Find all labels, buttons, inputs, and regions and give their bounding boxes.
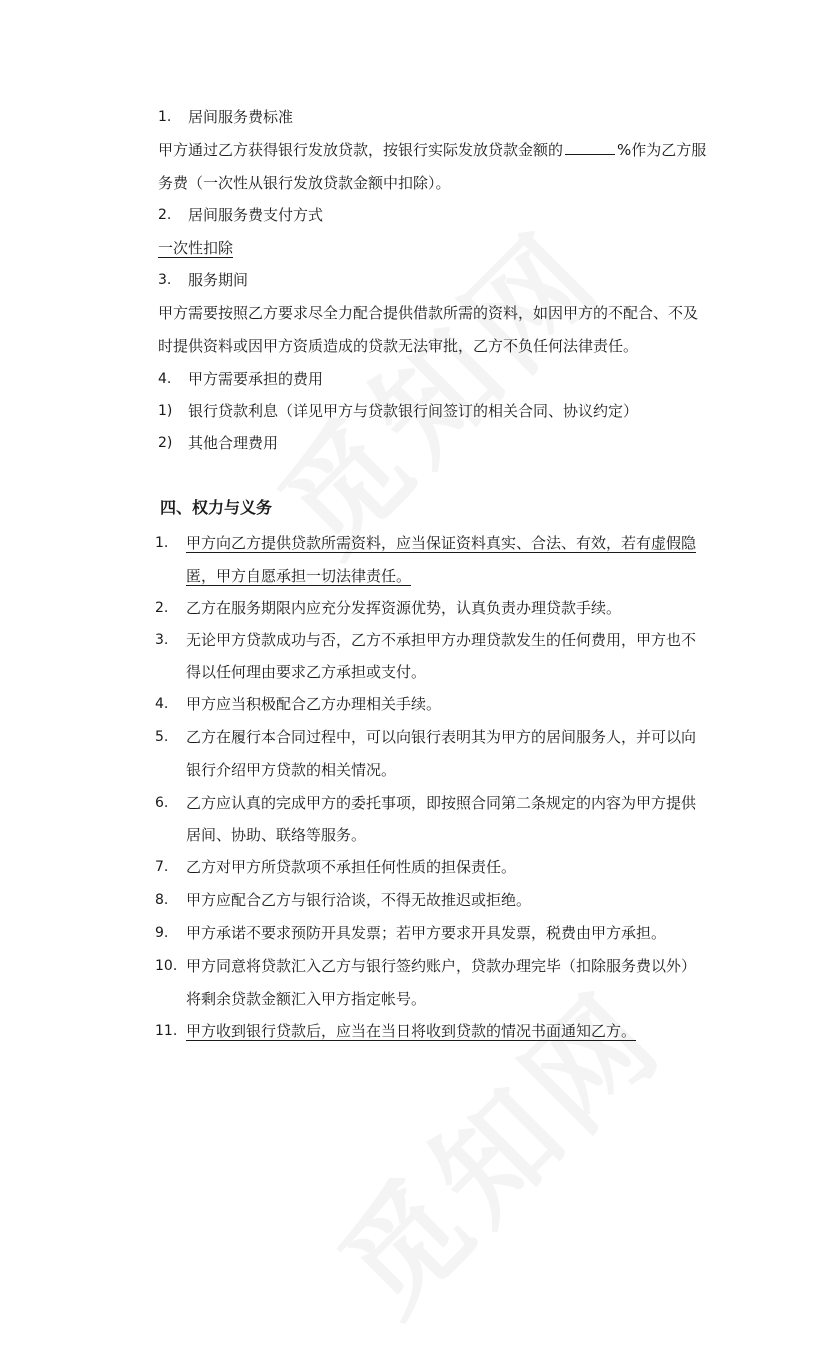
item-number: 2) bbox=[158, 435, 173, 451]
item-number: 5. bbox=[155, 729, 169, 745]
item-number: 1. bbox=[158, 109, 172, 125]
list-item: 得以任何理由要求乙方承担或支付。 bbox=[186, 663, 427, 681]
item-number: 8. bbox=[155, 892, 169, 908]
paragraph-line: 甲方通过乙方获得银行发放贷款，按银行实际发放贷款金额的 %作为乙方服 bbox=[158, 141, 707, 159]
payment-method: 一次性扣除 bbox=[158, 239, 234, 257]
list-item: 无论甲方贷款成功与否，乙方不承担甲方办理贷款发生的任何费用，甲方也不 bbox=[186, 631, 697, 649]
list-item: 乙方应认真的完成甲方的委托事项，即按照合同第二条规定的内容为甲方提供 bbox=[186, 794, 697, 812]
list-item: 乙方在服务期限内应充分发挥资源优势，认真负责办理贷款手续。 bbox=[186, 599, 622, 617]
subheading: 居间服务费支付方式 bbox=[188, 206, 324, 224]
paragraph-line: 甲方需要按照乙方要求尽全力配合提供借款所需的资料，如因甲方的不配合、不及 bbox=[158, 304, 699, 322]
list-item: 其他合理费用 bbox=[188, 434, 279, 452]
item-number: 3. bbox=[155, 632, 169, 648]
list-item: 甲方同意将贷款汇入乙方与银行签约账户，贷款办理完毕（扣除服务费以外） bbox=[186, 957, 697, 975]
item-number: 4. bbox=[155, 696, 169, 712]
list-item: 甲方向乙方提供贷款所需资料，应当保证资料真实、合法、有效，若有虚假隐 bbox=[186, 534, 697, 552]
section-heading: 四、权力与义务 bbox=[160, 498, 273, 517]
item-number: 7. bbox=[155, 859, 169, 875]
paragraph-line: 时提供资料或因甲方资质造成的贷款无法审批，乙方不负任何法律责任。 bbox=[158, 337, 639, 355]
list-item: 甲方承诺不要求预防开具发票；若甲方要求开具发票，税费由甲方承担。 bbox=[186, 924, 667, 942]
item-number: 3. bbox=[158, 272, 172, 288]
list-item: 甲方应配合乙方与银行洽谈，不得无故推迟或拒绝。 bbox=[186, 891, 532, 909]
list-item: 银行贷款利息（详见甲方与贷款银行间签订的相关合同、协议约定） bbox=[188, 402, 639, 420]
item-number: 4. bbox=[158, 371, 172, 387]
item-number: 2. bbox=[158, 207, 172, 223]
item-number: 1. bbox=[155, 535, 169, 551]
list-item: 匿，甲方自愿承担一切法律责任。 bbox=[186, 567, 412, 585]
list-item: 银行介绍甲方贷款的相关情况。 bbox=[186, 761, 397, 779]
list-item: 乙方对甲方所贷款项不承担任何性质的担保责任。 bbox=[186, 858, 517, 876]
paragraph-line: 务费（一次性从银行发放贷款金额中扣除）。 bbox=[158, 174, 451, 192]
list-item: 甲方收到银行贷款后，应当在当日将收到贷款的情况书面通知乙方。 bbox=[186, 1022, 637, 1040]
subheading: 甲方需要承担的费用 bbox=[188, 370, 324, 388]
item-number: 1) bbox=[158, 403, 173, 419]
item-number: 10. bbox=[155, 958, 178, 974]
list-item: 乙方在履行本合同过程中，可以向银行表明其为甲方的居间服务人，并可以向 bbox=[186, 728, 697, 746]
item-number: 9. bbox=[155, 925, 169, 941]
item-number: 11. bbox=[155, 1023, 178, 1039]
list-item: 甲方应当积极配合乙方办理相关手续。 bbox=[186, 695, 442, 713]
subheading: 居间服务费标准 bbox=[188, 108, 294, 126]
list-item: 将剩余贷款金额汇入甲方指定帐号。 bbox=[186, 990, 427, 1008]
item-number: 2. bbox=[155, 600, 169, 616]
subheading: 服务期间 bbox=[188, 271, 249, 289]
percentage-blank bbox=[565, 140, 615, 155]
item-number: 6. bbox=[155, 795, 169, 811]
list-item: 居间、协助、联络等服务。 bbox=[186, 826, 367, 844]
